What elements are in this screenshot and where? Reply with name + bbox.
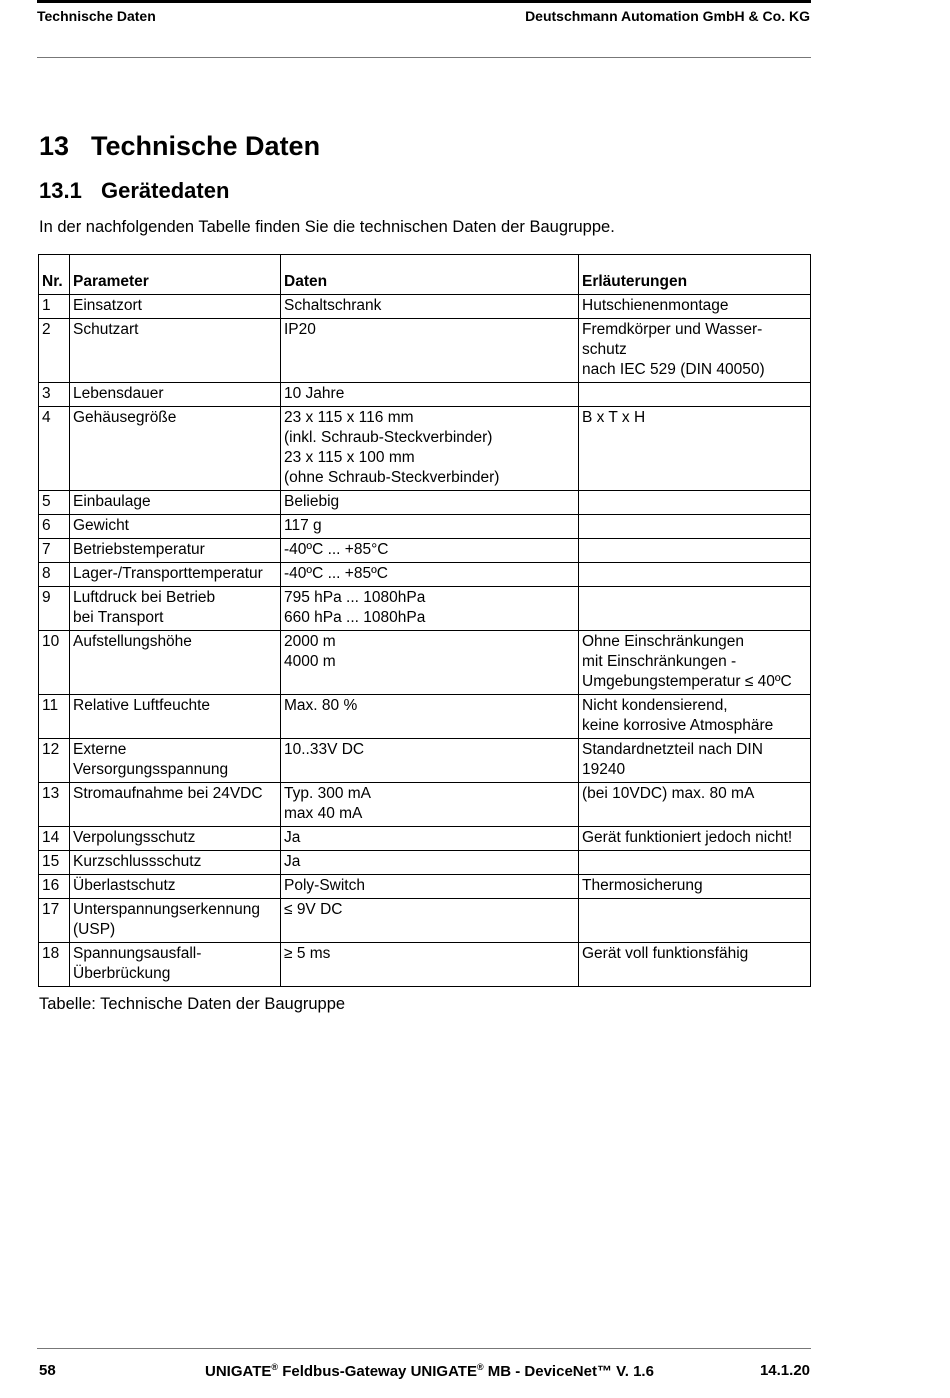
running-header-right: Deutschmann Automation GmbH & Co. KG [525,8,810,24]
table-row [39,783,811,827]
footer-date: 14.1.20 [759,1362,810,1379]
chapter-number: 13 [39,131,70,161]
section-heading [39,178,229,204]
cell-parameter: Überlastschutz [70,875,281,899]
cell-erlaeuterungen: Ohne Einschränkungen mit Einschränkungen - Umgebungstemperatur ≤ 40ºC [579,631,811,695]
cell-erlaeuterungen [579,491,811,515]
table-row [39,827,811,851]
cell-daten: 117 g [281,515,579,539]
column-header-erlaeuterungen: Erläuterungen [579,255,811,295]
cell-erlaeuterungen [579,383,811,407]
cell-parameter: Luftdruck bei Betrieb bei Transport [70,587,281,631]
cell-erlaeuterungen [579,515,811,539]
section-title: Gerätedaten [101,178,230,203]
table-row [39,491,811,515]
cell-erlaeuterungen: Thermosicherung [579,875,811,899]
cell-nr: 7 [39,539,70,563]
cell-daten: 2000 m 4000 m [281,631,579,695]
cell-nr: 10 [39,631,70,695]
cell-parameter: Gewicht [70,515,281,539]
footer-divider [37,1348,811,1349]
cell-parameter: Stromaufnahme bei 24VDC [70,783,281,827]
cell-erlaeuterungen: Gerät funktioniert jedoch nicht! [579,827,811,851]
top-rule [37,0,811,3]
cell-parameter: Lebensdauer [70,383,281,407]
cell-erlaeuterungen: Fremdkörper und Wasser- schutz nach IEC 529 (DIN 40050) [579,319,811,383]
table-row [39,739,811,783]
footer-title-part: UNIGATE [205,1363,272,1380]
column-header-parameter: Parameter [70,255,281,295]
cell-erlaeuterungen: Standardnetzteil nach DIN 19240 [579,739,811,783]
cell-daten: Ja [281,851,579,875]
cell-nr: 4 [39,407,70,491]
cell-daten: IP20 [281,319,579,383]
cell-daten: -40ºC ... +85ºC [281,563,579,587]
cell-parameter: Externe Versorgungsspannung [70,739,281,783]
column-header-nr: Nr. [39,255,70,295]
cell-daten: ≥ 5 ms [281,943,579,987]
cell-parameter: Relative Luftfeuchte [70,695,281,739]
table-row [39,319,811,383]
cell-daten: Ja [281,827,579,851]
table-header-row [39,255,811,295]
cell-parameter: Aufstellungshöhe [70,631,281,695]
cell-parameter: Spannungsausfall- Überbrückung [70,943,281,987]
cell-erlaeuterungen: Nicht kondensierend, keine korrosive Atmosphäre [579,695,811,739]
cell-nr: 3 [39,383,70,407]
table-caption: Tabelle: Technische Daten der Baugruppe [39,995,346,1013]
table-row [39,563,811,587]
cell-daten: 23 x 115 x 116 mm (inkl. Schraub-Steckverbinder) 23 x 115 x 100 mm (ohne Schraub-Steckverbinder) [281,407,579,491]
cell-parameter: Kurzschlussschutz [70,851,281,875]
cell-daten: -40ºC ... +85°C [281,539,579,563]
cell-daten: Poly-Switch [281,875,579,899]
cell-parameter: Einbaulage [70,491,281,515]
chapter-heading [39,131,320,162]
cell-nr: 8 [39,563,70,587]
header-divider [37,57,811,58]
cell-parameter: Unterspannungserkennung (USP) [70,899,281,943]
cell-daten: Schaltschrank [281,295,579,319]
cell-erlaeuterungen [579,899,811,943]
cell-daten: 10..33V DC [281,739,579,783]
cell-nr: 11 [39,695,70,739]
intro-paragraph: In der nachfolgenden Tabelle finden Sie die technischen Daten der Baugruppe. [39,218,615,236]
cell-nr: 5 [39,491,70,515]
cell-daten: 795 hPa ... 1080hPa 660 hPa ... 1080hPa [281,587,579,631]
table-body [39,295,811,987]
cell-erlaeuterungen [579,587,811,631]
running-header-left: Technische Daten [37,8,156,24]
technical-data-table [38,254,811,987]
cell-daten: Max. 80 % [281,695,579,739]
cell-daten: 10 Jahre [281,383,579,407]
cell-erlaeuterungen: Gerät voll funktionsfähig [579,943,811,987]
cell-erlaeuterungen: Hutschienenmontage [579,295,811,319]
table-row [39,539,811,563]
cell-nr: 16 [39,875,70,899]
cell-parameter: Gehäusegröße [70,407,281,491]
table-row [39,295,811,319]
cell-nr: 15 [39,851,70,875]
column-header-daten: Daten [281,255,579,295]
footer-title-part: Feldbus-Gateway UNIGATE [278,1363,477,1380]
table-row [39,875,811,899]
registered-mark: ® [271,1362,279,1372]
cell-nr: 2 [39,319,70,383]
table-row [39,587,811,631]
cell-parameter: Schutzart [70,319,281,383]
table-row [39,407,811,491]
cell-parameter: Verpolungsschutz [70,827,281,851]
table-row [39,383,811,407]
cell-erlaeuterungen: B x T x H [579,407,811,491]
table-row [39,695,811,739]
chapter-title: Technische Daten [91,131,321,161]
cell-nr: 18 [39,943,70,987]
cell-erlaeuterungen [579,539,811,563]
cell-erlaeuterungen [579,851,811,875]
footer-title-part: MB - DeviceNet™ V. 1.6 [483,1363,654,1380]
cell-parameter: Betriebstemperatur [70,539,281,563]
table-row [39,631,811,695]
page-number: 58 [39,1362,56,1379]
registered-mark: ® [476,1362,484,1372]
cell-nr: 14 [39,827,70,851]
footer-document-title [205,1362,654,1380]
cell-parameter: Einsatzort [70,295,281,319]
cell-daten: Beliebig [281,491,579,515]
table-row [39,899,811,943]
cell-parameter: Lager-/Transporttemperatur [70,563,281,587]
section-number: 13.1 [39,178,82,203]
cell-nr: 17 [39,899,70,943]
cell-nr: 12 [39,739,70,783]
table-row [39,515,811,539]
cell-nr: 1 [39,295,70,319]
cell-erlaeuterungen: (bei 10VDC) max. 80 mA [579,783,811,827]
cell-daten: ≤ 9V DC [281,899,579,943]
cell-nr: 13 [39,783,70,827]
cell-nr: 9 [39,587,70,631]
table-row [39,851,811,875]
cell-nr: 6 [39,515,70,539]
cell-erlaeuterungen [579,563,811,587]
table-row [39,943,811,987]
cell-daten: Typ. 300 mA max 40 mA [281,783,579,827]
